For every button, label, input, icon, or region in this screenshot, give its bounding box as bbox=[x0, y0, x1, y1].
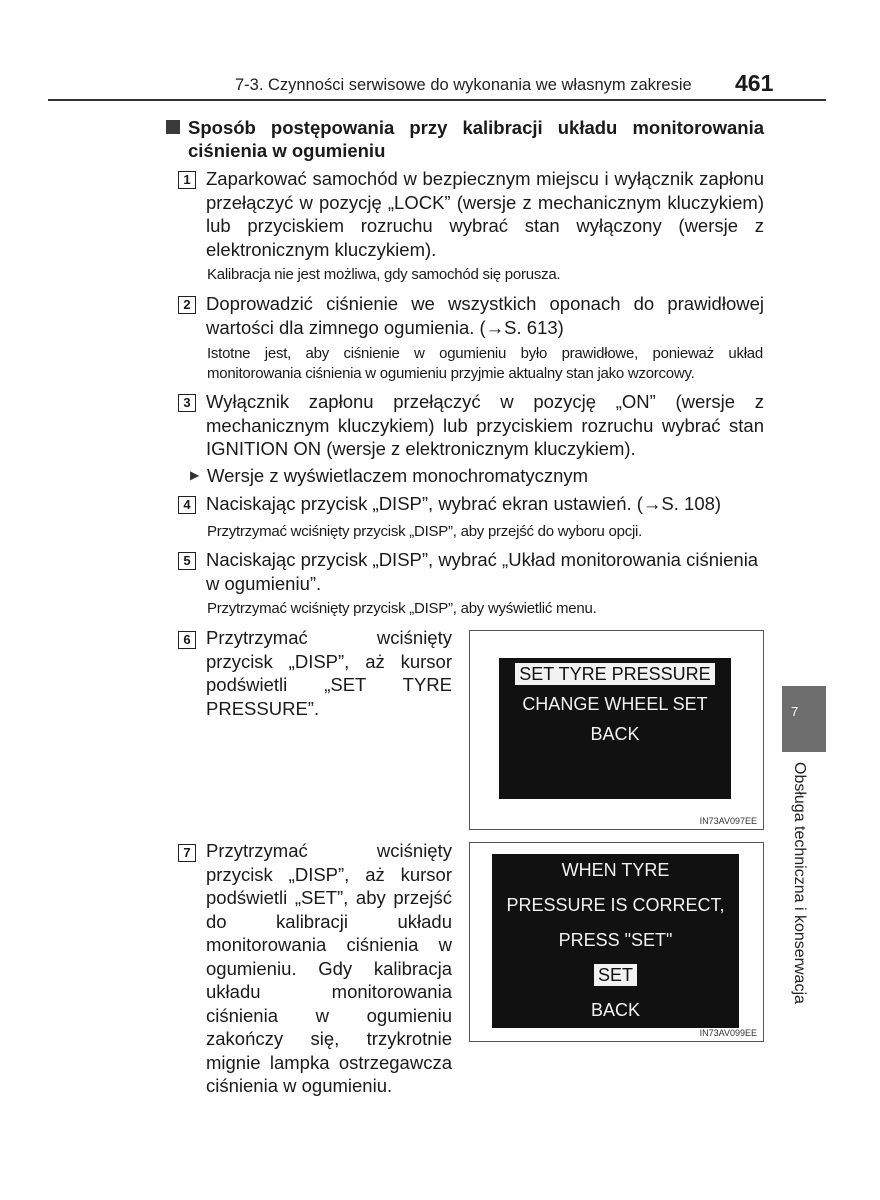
step-4-number: 4 bbox=[178, 496, 196, 514]
screen-line bbox=[492, 964, 739, 986]
figure-code: IN73AV099EE bbox=[699, 1028, 757, 1038]
step-2-number: 2 bbox=[178, 296, 196, 314]
display-screen bbox=[492, 854, 739, 1028]
screen-line bbox=[499, 663, 731, 685]
screen-line bbox=[492, 929, 739, 951]
sub-heading: Wersje z wyświetlaczem monochromatycznym bbox=[207, 465, 589, 486]
screen-line bbox=[499, 723, 731, 745]
step-5-note: Przytrzymać wciśnięty przycisk „DISP”, aby wyświetlić menu. bbox=[207, 600, 597, 617]
step-6-text: Przytrzymać wciśnięty przycisk „DISP”, aż kursor podświetli „SET TYRE PRESSURE”. bbox=[206, 627, 452, 719]
step-3-number: 3 bbox=[178, 394, 196, 412]
header-title: 7-3. Czynności serwisowe do wykonania we własnym zakresie bbox=[235, 76, 692, 94]
step-1-note: Kalibracja nie jest możliwa, gdy samochód się porusza. bbox=[207, 266, 561, 283]
step-4-text: Naciskając przycisk „DISP”, wybrać ekran ustawień. (→S. 108) bbox=[206, 493, 722, 514]
triangle-right-icon: ▶ bbox=[190, 468, 200, 482]
step-5-number: 5 bbox=[178, 552, 196, 570]
screen-line-text: BACK bbox=[590, 724, 640, 744]
section bbox=[166, 116, 764, 162]
step-2-text: Doprowadzić ciśnienie we wszystkich oponach do prawidłowej wartości dla zimnego ogumienia. (→S. 613) bbox=[206, 293, 764, 338]
screen-line bbox=[492, 859, 739, 881]
screen-line bbox=[499, 693, 731, 715]
figure-display-set-calibration bbox=[469, 842, 764, 1042]
figure-code: IN73AV097EE bbox=[699, 816, 757, 826]
page-number: 461 bbox=[735, 70, 774, 96]
screen-line-text: BACK bbox=[590, 1000, 641, 1020]
step-1-number: 1 bbox=[178, 171, 196, 189]
step-6-number: 6 bbox=[178, 631, 196, 649]
display-screen bbox=[499, 658, 731, 799]
screen-line bbox=[492, 894, 739, 916]
chapter-number: 7 bbox=[791, 704, 799, 719]
step-4-note: Przytrzymać wciśnięty przycisk „DISP”, aby przejść do wyboru opcji. bbox=[207, 523, 643, 540]
square-bullet-icon bbox=[166, 120, 180, 134]
chapter-tab bbox=[782, 686, 826, 752]
step-3-text: Wyłącznik zapłonu przełączyć w pozycję „ON” (wersje z mechanicznym kluczykiem) lub przyciskiem rozruchu wybrać stan IGNITION ON (wersje z elektronicznym kluczykiem). bbox=[206, 391, 764, 459]
screen-line-text: PRESS "SET" bbox=[558, 930, 673, 950]
step-7-number: 7 bbox=[178, 844, 196, 862]
screen-line-text: WHEN TYRE bbox=[561, 860, 670, 880]
screen-line bbox=[492, 999, 739, 1021]
step-1-text: Zaparkować samochód w bezpiecznym miejscu i wyłącznik zapłonu przełączyć w pozycję „LOCK” (wersje z mechanicznym kluczykiem) lub przyciskiem rozruchu wybrać stan wyłączony (wersje z elektronicznym kluczykiem). bbox=[206, 168, 764, 260]
step-2-note: Istotne jest, aby ciśnienie w ogumieniu było prawidłowe, ponieważ układ monitorowania ciśnienia w ogumieniu przyjmie aktualny stan jako wzorcowy. bbox=[207, 345, 763, 382]
section-title: Sposób postępowania przy kalibracji układu monitorowania ciśnienia w ogumieniu bbox=[188, 117, 764, 161]
step-7-text: Przytrzymać wciśnięty przycisk „DISP”, aż kursor podświetli „SET”, aby przejść do kalibracji układu monitorowania ciśnienia w ogumieniu. Gdy kalibracja układu monitorowania ciśnienia w ogumieniu zakończy się, trzykrotnie mignie lampka ostrzegawcza ciśnienia w ogumieniu. bbox=[206, 840, 452, 1096]
screen-line-text: CHANGE WHEEL SET bbox=[522, 694, 708, 714]
header-rule bbox=[48, 99, 826, 101]
step-5-text: Naciskając przycisk „DISP”, wybrać „Układ monitorowania ciśnienia w ogumieniu”. bbox=[206, 549, 759, 594]
screen-line-text: SET TYRE PRESSURE bbox=[515, 663, 714, 685]
figure-display-set-tyre-pressure bbox=[469, 630, 764, 830]
screen-line-text: SET bbox=[594, 964, 637, 986]
screen-line-text: PRESSURE IS CORRECT, bbox=[506, 895, 725, 915]
chapter-label: Obsługa techniczna i konserwacja bbox=[791, 762, 808, 1004]
